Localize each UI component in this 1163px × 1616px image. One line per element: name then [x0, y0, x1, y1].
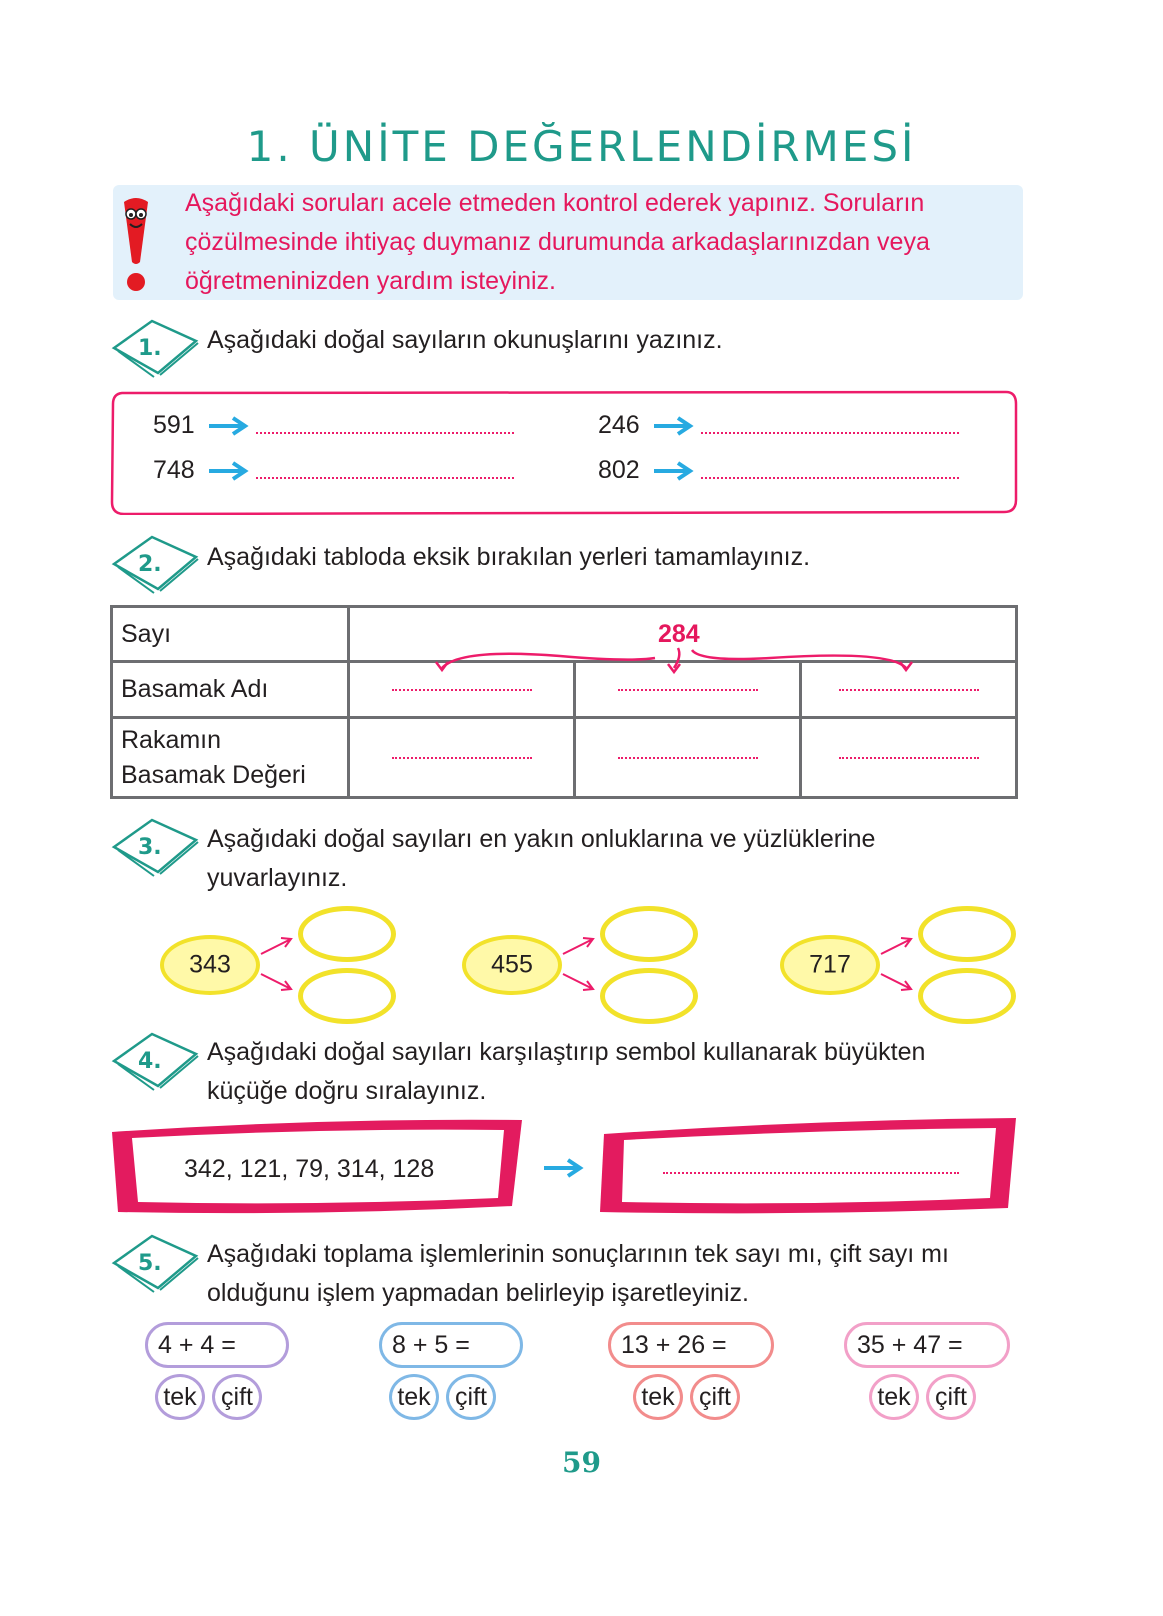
answer-line[interactable]: [256, 432, 514, 434]
page-number: 59: [562, 1446, 601, 1479]
answer-oval[interactable]: [918, 906, 1016, 962]
question-5-text: [207, 1235, 1037, 1313]
split-arrows-icon: [877, 932, 917, 996]
option-even[interactable]: çift: [212, 1374, 262, 1420]
number-oval: [780, 935, 880, 995]
question-line: yuvarlayınız.: [207, 864, 348, 892]
table-number: 284: [658, 620, 700, 648]
answer-cell[interactable]: [349, 718, 575, 798]
question-badge-4: [110, 1028, 200, 1094]
question-badge-5: [110, 1230, 200, 1296]
question-number: 4.: [138, 1049, 162, 1074]
answer-oval[interactable]: [298, 906, 396, 962]
question-line: Aşağıdaki doğal sayıları karşılaştırıp sembol kullanarak büyükten: [207, 1038, 926, 1066]
number-item: 802: [598, 456, 640, 484]
question-badge-3: [110, 814, 200, 880]
addition-expression: 4 + 4 =: [145, 1322, 289, 1368]
split-arrows-icon: [559, 932, 599, 996]
question-2-text: Aşağıdaki tabloda eksik bırakılan yerleri tamamlayınız.: [207, 543, 811, 571]
arrow-right-icon: [652, 460, 694, 482]
option-even[interactable]: çift: [690, 1374, 740, 1420]
number-oval: [462, 935, 562, 995]
row-label-basamak-degeri: [112, 718, 349, 798]
number-item: 748: [153, 456, 195, 484]
instruction-line: çözülmesinde ihtiyaç duymanız durumunda arkadaşlarınızdan veya: [185, 228, 930, 256]
label-line: Rakamın: [121, 725, 222, 754]
instruction-line: öğretmeninizden yardım isteyiniz.: [185, 267, 556, 295]
option-odd[interactable]: tek: [155, 1374, 205, 1420]
oval-number: 455: [491, 950, 533, 979]
question-1-text: Aşağıdaki doğal sayıların okunuşlarını yazınız.: [207, 326, 723, 354]
exclamation-mascot-icon: [118, 192, 154, 294]
question-line: Aşağıdaki doğal sayıları en yakın onluklarına ve yüzlüklerine: [207, 825, 876, 853]
question-number: 2.: [138, 552, 162, 577]
label-line: Basamak Değeri: [121, 760, 306, 789]
answer-line[interactable]: [256, 477, 514, 479]
question-badge-1: [110, 315, 200, 381]
place-value-table: [110, 605, 1018, 799]
question-number: 1.: [138, 336, 162, 361]
oval-number: 717: [809, 950, 851, 979]
arrow-right-icon: [207, 460, 249, 482]
row-label-sayi: Sayı: [112, 607, 349, 662]
answer-cell[interactable]: [801, 718, 1017, 798]
number-list: 342, 121, 79, 314, 128: [184, 1155, 435, 1183]
row-label-basamak-adi: Basamak Adı: [112, 662, 349, 718]
option-even[interactable]: çift: [446, 1374, 496, 1420]
number-item: 246: [598, 411, 640, 439]
answer-line[interactable]: [663, 1172, 959, 1174]
option-odd[interactable]: tek: [633, 1374, 683, 1420]
question-3-text: [207, 820, 1037, 898]
answer-frame: [110, 390, 1018, 515]
answer-oval[interactable]: [600, 968, 698, 1024]
question-line: küçüğe doğru sıralayınız.: [207, 1077, 487, 1105]
oval-number: 343: [189, 950, 231, 979]
question-line: Aşağıdaki toplama işlemlerinin sonuçlarının tek sayı mı, çift sayı mı: [207, 1240, 949, 1268]
question-number: 3.: [138, 835, 162, 860]
instruction-line: Aşağıdaki soruları acele etmeden kontrol ederek yapınız. Soruların: [185, 189, 925, 217]
arrow-right-icon: [542, 1157, 584, 1179]
page-title: 1. ÜNİTE DEĞERLENDİRMESİ: [246, 122, 917, 171]
question-badge-2: [110, 531, 200, 597]
answer-cell[interactable]: [575, 718, 801, 798]
number-oval: [160, 935, 260, 995]
answer-line[interactable]: [701, 432, 959, 434]
option-even[interactable]: çift: [926, 1374, 976, 1420]
answer-oval[interactable]: [298, 968, 396, 1024]
arrow-right-icon: [652, 415, 694, 437]
answer-oval[interactable]: [918, 968, 1016, 1024]
arrow-right-icon: [207, 415, 249, 437]
digit-arrows-icon: [430, 640, 920, 680]
question-4-text: [207, 1033, 1037, 1111]
answer-oval[interactable]: [600, 906, 698, 962]
number-item: 591: [153, 411, 195, 439]
option-odd[interactable]: tek: [389, 1374, 439, 1420]
question-number: 5.: [138, 1251, 162, 1276]
instruction-text: [185, 184, 1015, 301]
option-odd[interactable]: tek: [869, 1374, 919, 1420]
addition-expression: 35 + 47 =: [844, 1322, 1010, 1368]
split-arrows-icon: [257, 932, 297, 996]
answer-line[interactable]: [701, 477, 959, 479]
addition-expression: 13 + 26 =: [608, 1322, 774, 1368]
question-line: olduğunu işlem yapmadan belirleyip işaretleyiniz.: [207, 1279, 749, 1307]
addition-expression: 8 + 5 =: [379, 1322, 523, 1368]
answer-frame: [598, 1116, 1020, 1216]
